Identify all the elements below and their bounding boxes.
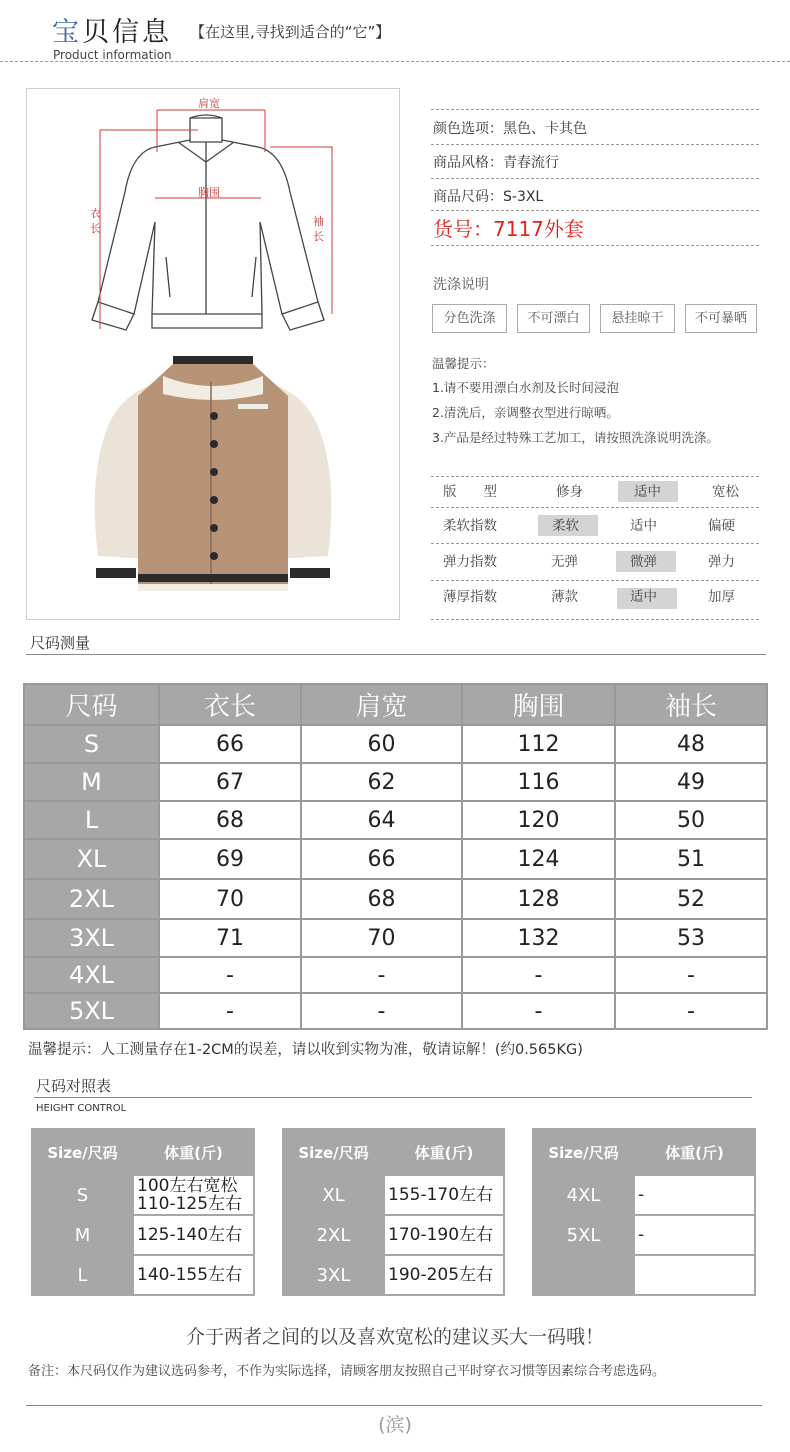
col-header-size: Size/尺码 (533, 1129, 634, 1175)
attr-thickness-label: 薄厚指数 (443, 589, 497, 605)
cell-size: M (32, 1215, 133, 1255)
wash-tag-no-sun: 不可暴晒 (685, 304, 757, 333)
cell-size: 4XL (24, 957, 159, 993)
cell-weight: 140-155左右 (133, 1255, 254, 1295)
footer-mark: (滨) (378, 1414, 412, 1436)
cell-value: 53 (615, 919, 767, 957)
cell-weight: - (634, 1175, 755, 1215)
cell-value: - (615, 993, 767, 1029)
attr-thickness-opt: 加厚 (708, 589, 735, 605)
size-compare-table-3 (532, 1128, 756, 1296)
cell-value: 60 (301, 725, 462, 763)
col-header-length: 衣长 (159, 684, 301, 725)
table-row (283, 1255, 504, 1295)
size-measure-table (23, 683, 768, 1030)
title-rest: 贝信息 (82, 17, 172, 48)
header-divider (0, 61, 790, 62)
table-row (24, 957, 767, 993)
cell-value: 116 (462, 763, 615, 801)
col-header-weight: 体重(斤) (133, 1129, 254, 1175)
cell-value: 69 (159, 839, 301, 879)
table-row (283, 1215, 504, 1255)
cell-value: - (301, 993, 462, 1029)
table-row (24, 879, 767, 919)
cell-size: M (24, 763, 159, 801)
cell-size: 3XL (283, 1255, 384, 1295)
page-title (52, 10, 172, 49)
table-row (24, 919, 767, 957)
attr-divider (431, 507, 759, 508)
attr-fit-opt: 修身 (556, 484, 583, 500)
col-header-size: 尺码 (24, 684, 159, 725)
table-row (24, 763, 767, 801)
wash-tag-no-bleach: 不可漂白 (517, 304, 590, 333)
cell-value: 70 (301, 919, 462, 957)
attr-softness-label: 柔软指数 (443, 518, 497, 534)
info-divider (431, 245, 759, 246)
cell-value: 112 (462, 725, 615, 763)
attr-divider (431, 476, 759, 477)
cell-size: 2XL (283, 1215, 384, 1255)
cell-value: - (462, 993, 615, 1029)
attr-fit-label: 版 型 (443, 484, 497, 500)
attr-divider (431, 619, 759, 620)
table-row (32, 1215, 254, 1255)
attr-fit-opt: 适中 (634, 484, 661, 500)
table-row (24, 839, 767, 879)
compare-subtitle: HEIGHT CONTROL (36, 1103, 127, 1114)
cell-size: L (24, 801, 159, 839)
attr-softness-opt: 柔软 (552, 518, 579, 534)
footer-divider (26, 1405, 762, 1406)
cell-value: 66 (159, 725, 301, 763)
table-row (283, 1175, 504, 1215)
title-first-char: 宝 (52, 17, 82, 48)
cell-value: 49 (615, 763, 767, 801)
col-header-shoulder: 肩宽 (301, 684, 462, 725)
cell-weight: 100左右宽松 110-125左右 (133, 1175, 254, 1215)
cell-value: 64 (301, 801, 462, 839)
jacket-photo (88, 346, 338, 611)
attr-softness-opt: 适中 (630, 518, 657, 534)
measure-section-divider (26, 654, 766, 655)
cell-value: 48 (615, 725, 767, 763)
cell-value: 71 (159, 919, 301, 957)
table-row (32, 1255, 254, 1295)
table-row (24, 725, 767, 763)
table-row (533, 1255, 755, 1295)
attr-softness-opt: 偏硬 (708, 518, 735, 534)
cell-size: 5XL (24, 993, 159, 1029)
col-header-sleeve: 袖长 (615, 684, 767, 725)
diagram-sleeve-label: 袖长 (313, 215, 324, 243)
cell-value: 70 (159, 879, 301, 919)
cell-value: 128 (462, 879, 615, 919)
cell-size: S (24, 725, 159, 763)
size-remark: 备注：本尺码仅作为建议选码参考，不作为实际选择，请顾客朋友按照自己平时穿衣习惯等因素综合考虑选码。 (28, 1364, 666, 1379)
cell-value: 68 (159, 801, 301, 839)
info-divider (431, 144, 759, 145)
attr-divider (431, 543, 759, 544)
info-divider (431, 178, 759, 179)
info-divider (431, 109, 759, 110)
col-header-size: Size/尺码 (283, 1129, 384, 1175)
measure-section-title: 尺码测量 (30, 634, 91, 652)
cell-value: - (159, 957, 301, 993)
col-header-size: Size/尺码 (32, 1129, 133, 1175)
cell-value: 50 (615, 801, 767, 839)
page-subtitle: 【在这里,寻找到适合的“它”】 (190, 23, 391, 41)
table-header-row (24, 684, 767, 725)
measure-note: 温馨提示：人工测量存在1-2CM的误差，请以收到实物为准，敬请谅解！(约0.565KG) (28, 1042, 583, 1058)
size-compare-table-1 (31, 1128, 255, 1296)
compare-divider (34, 1097, 752, 1098)
size-advice: 介于两者之间的以及喜欢宽松的建议买大一码哦！ (185, 1326, 604, 1348)
attr-thickness-opt: 薄款 (551, 589, 578, 605)
cell-weight: 155-170左右 (384, 1175, 504, 1215)
col-header-chest: 胸围 (462, 684, 615, 725)
washing-title: 洗涤说明 (433, 277, 489, 293)
attr-elasticity-opt: 无弹 (551, 554, 578, 570)
tip-line-2: 2.清洗后，亲调整衣型进行晾晒。 (432, 405, 619, 420)
size-compare-table-2 (282, 1128, 505, 1296)
table-row (533, 1175, 755, 1215)
cell-value: 120 (462, 801, 615, 839)
diagram-length-label: 衣长 (90, 207, 101, 235)
wash-tag-separate: 分色洗涤 (432, 304, 507, 333)
cell-value: 67 (159, 763, 301, 801)
attr-elasticity-label: 弹力指数 (443, 554, 497, 570)
table-row (24, 801, 767, 839)
cell-value: 51 (615, 839, 767, 879)
table-header-row (283, 1129, 504, 1175)
cell-value: 62 (301, 763, 462, 801)
info-size-range: 商品尺码：S-3XL (433, 189, 544, 205)
cell-size: L (32, 1255, 133, 1295)
cell-value: - (159, 993, 301, 1029)
cell-size: XL (283, 1175, 384, 1215)
cell-value: - (301, 957, 462, 993)
cell-size: S (32, 1175, 133, 1215)
info-color: 颜色选项：黑色、卡其色 (433, 121, 587, 137)
cell-weight: 190-205左右 (384, 1255, 504, 1295)
attr-elasticity-opt: 弹力 (708, 554, 735, 570)
info-style: 商品风格：青春流行 (433, 155, 559, 171)
col-header-weight: 体重(斤) (634, 1129, 755, 1175)
diagram-chest-label: 胸围 (198, 186, 220, 199)
table-row (32, 1175, 254, 1215)
cell-size: 3XL (24, 919, 159, 957)
cell-value: 68 (301, 879, 462, 919)
table-row (24, 993, 767, 1029)
info-sku: 货号：7117外套 (433, 217, 584, 241)
cell-value: - (462, 957, 615, 993)
cell-size: XL (24, 839, 159, 879)
page-title-english: Product information (53, 48, 172, 62)
info-divider (431, 210, 759, 211)
tip-line-3: 3.产品是经过特殊工艺加工，请按照洗涤说明洗涤。 (432, 430, 719, 445)
cell-value: 132 (462, 919, 615, 957)
cell-weight (634, 1255, 755, 1295)
cell-value: 66 (301, 839, 462, 879)
attr-thickness-opt: 适中 (630, 589, 657, 605)
attr-fit-opt: 宽松 (712, 484, 739, 500)
table-header-row (32, 1129, 254, 1175)
cell-value: - (615, 957, 767, 993)
wash-tag-hang-dry: 悬挂晾干 (600, 304, 675, 333)
attr-elasticity-opt: 微弹 (630, 554, 657, 570)
cell-value: 52 (615, 879, 767, 919)
cell-size (533, 1255, 634, 1295)
cell-value: 124 (462, 839, 615, 879)
cell-weight: - (634, 1215, 755, 1255)
table-header-row (533, 1129, 755, 1175)
cell-size: 4XL (533, 1175, 634, 1215)
cell-weight: 125-140左右 (133, 1215, 254, 1255)
compare-title: 尺码对照表 (36, 1077, 112, 1095)
cell-size: 2XL (24, 879, 159, 919)
table-row (533, 1215, 755, 1255)
col-header-weight: 体重(斤) (384, 1129, 504, 1175)
diagram-shoulder-label: 肩宽 (198, 97, 220, 110)
tips-title: 温馨提示： (432, 356, 495, 371)
attr-divider (431, 580, 759, 581)
cell-weight: 170-190左右 (384, 1215, 504, 1255)
tip-line-1: 1.请不要用漂白水剂及长时间浸泡 (432, 380, 619, 395)
cell-size: 5XL (533, 1215, 634, 1255)
